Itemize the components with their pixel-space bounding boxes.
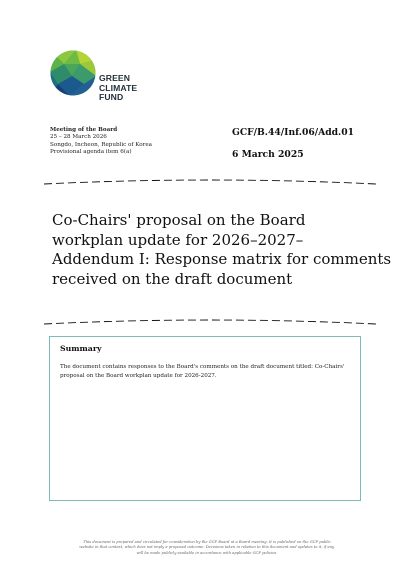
footer-line-3: will be made publicly available in accordance with applicable GCF policies. [136,550,278,555]
title-line-4: received on the draft document [52,269,293,288]
meeting-info [50,127,152,156]
org-name-line-1: GREEN [99,73,131,83]
footer-line-2: website in that context, which does not imply a proposed outcome. Decisions taken in relation to this document and updates to it, if any, [79,545,335,550]
org-name-line-2: CLIMATE [99,82,138,93]
footer-line-1: This document is prepared and circulated for consideration by the GCF Board at a Board meeting. It is published on the GCF public [83,540,331,544]
title-line-3: Addendum I: Response matrix for comments [52,250,392,268]
meeting-dates: 25 – 28 March 2026 [50,134,107,141]
meeting-location: Songdo, Incheon, Republic of Korea [50,141,152,148]
footer-disclaimer [54,540,360,556]
document-reference: GCF/B.44/Inf.06/Add.01 [232,127,355,138]
document-date: 6 March 2025 [232,149,304,160]
organization-name [99,74,137,103]
document-title [52,211,392,289]
summary-text: The document contains responses to the Board's comments on the draft document titled: Co-Chairs' proposal on the Board workplan update for 2026-2027. [60,364,345,379]
title-line-2: workplan update for 2026–2027– [52,230,304,249]
org-name-line-3: FUND [99,92,124,103]
summary-box [49,336,361,501]
summary-heading: Summary [60,344,102,353]
meeting-agenda-item: Provisional agenda item 6(a) [50,148,132,155]
divider-top [44,178,376,186]
gcf-logo [50,50,96,96]
meeting-title: Meeting of the Board [50,127,118,133]
divider-bottom [44,318,376,326]
title-line-1: Co-Chairs' proposal on the Board [52,211,306,229]
